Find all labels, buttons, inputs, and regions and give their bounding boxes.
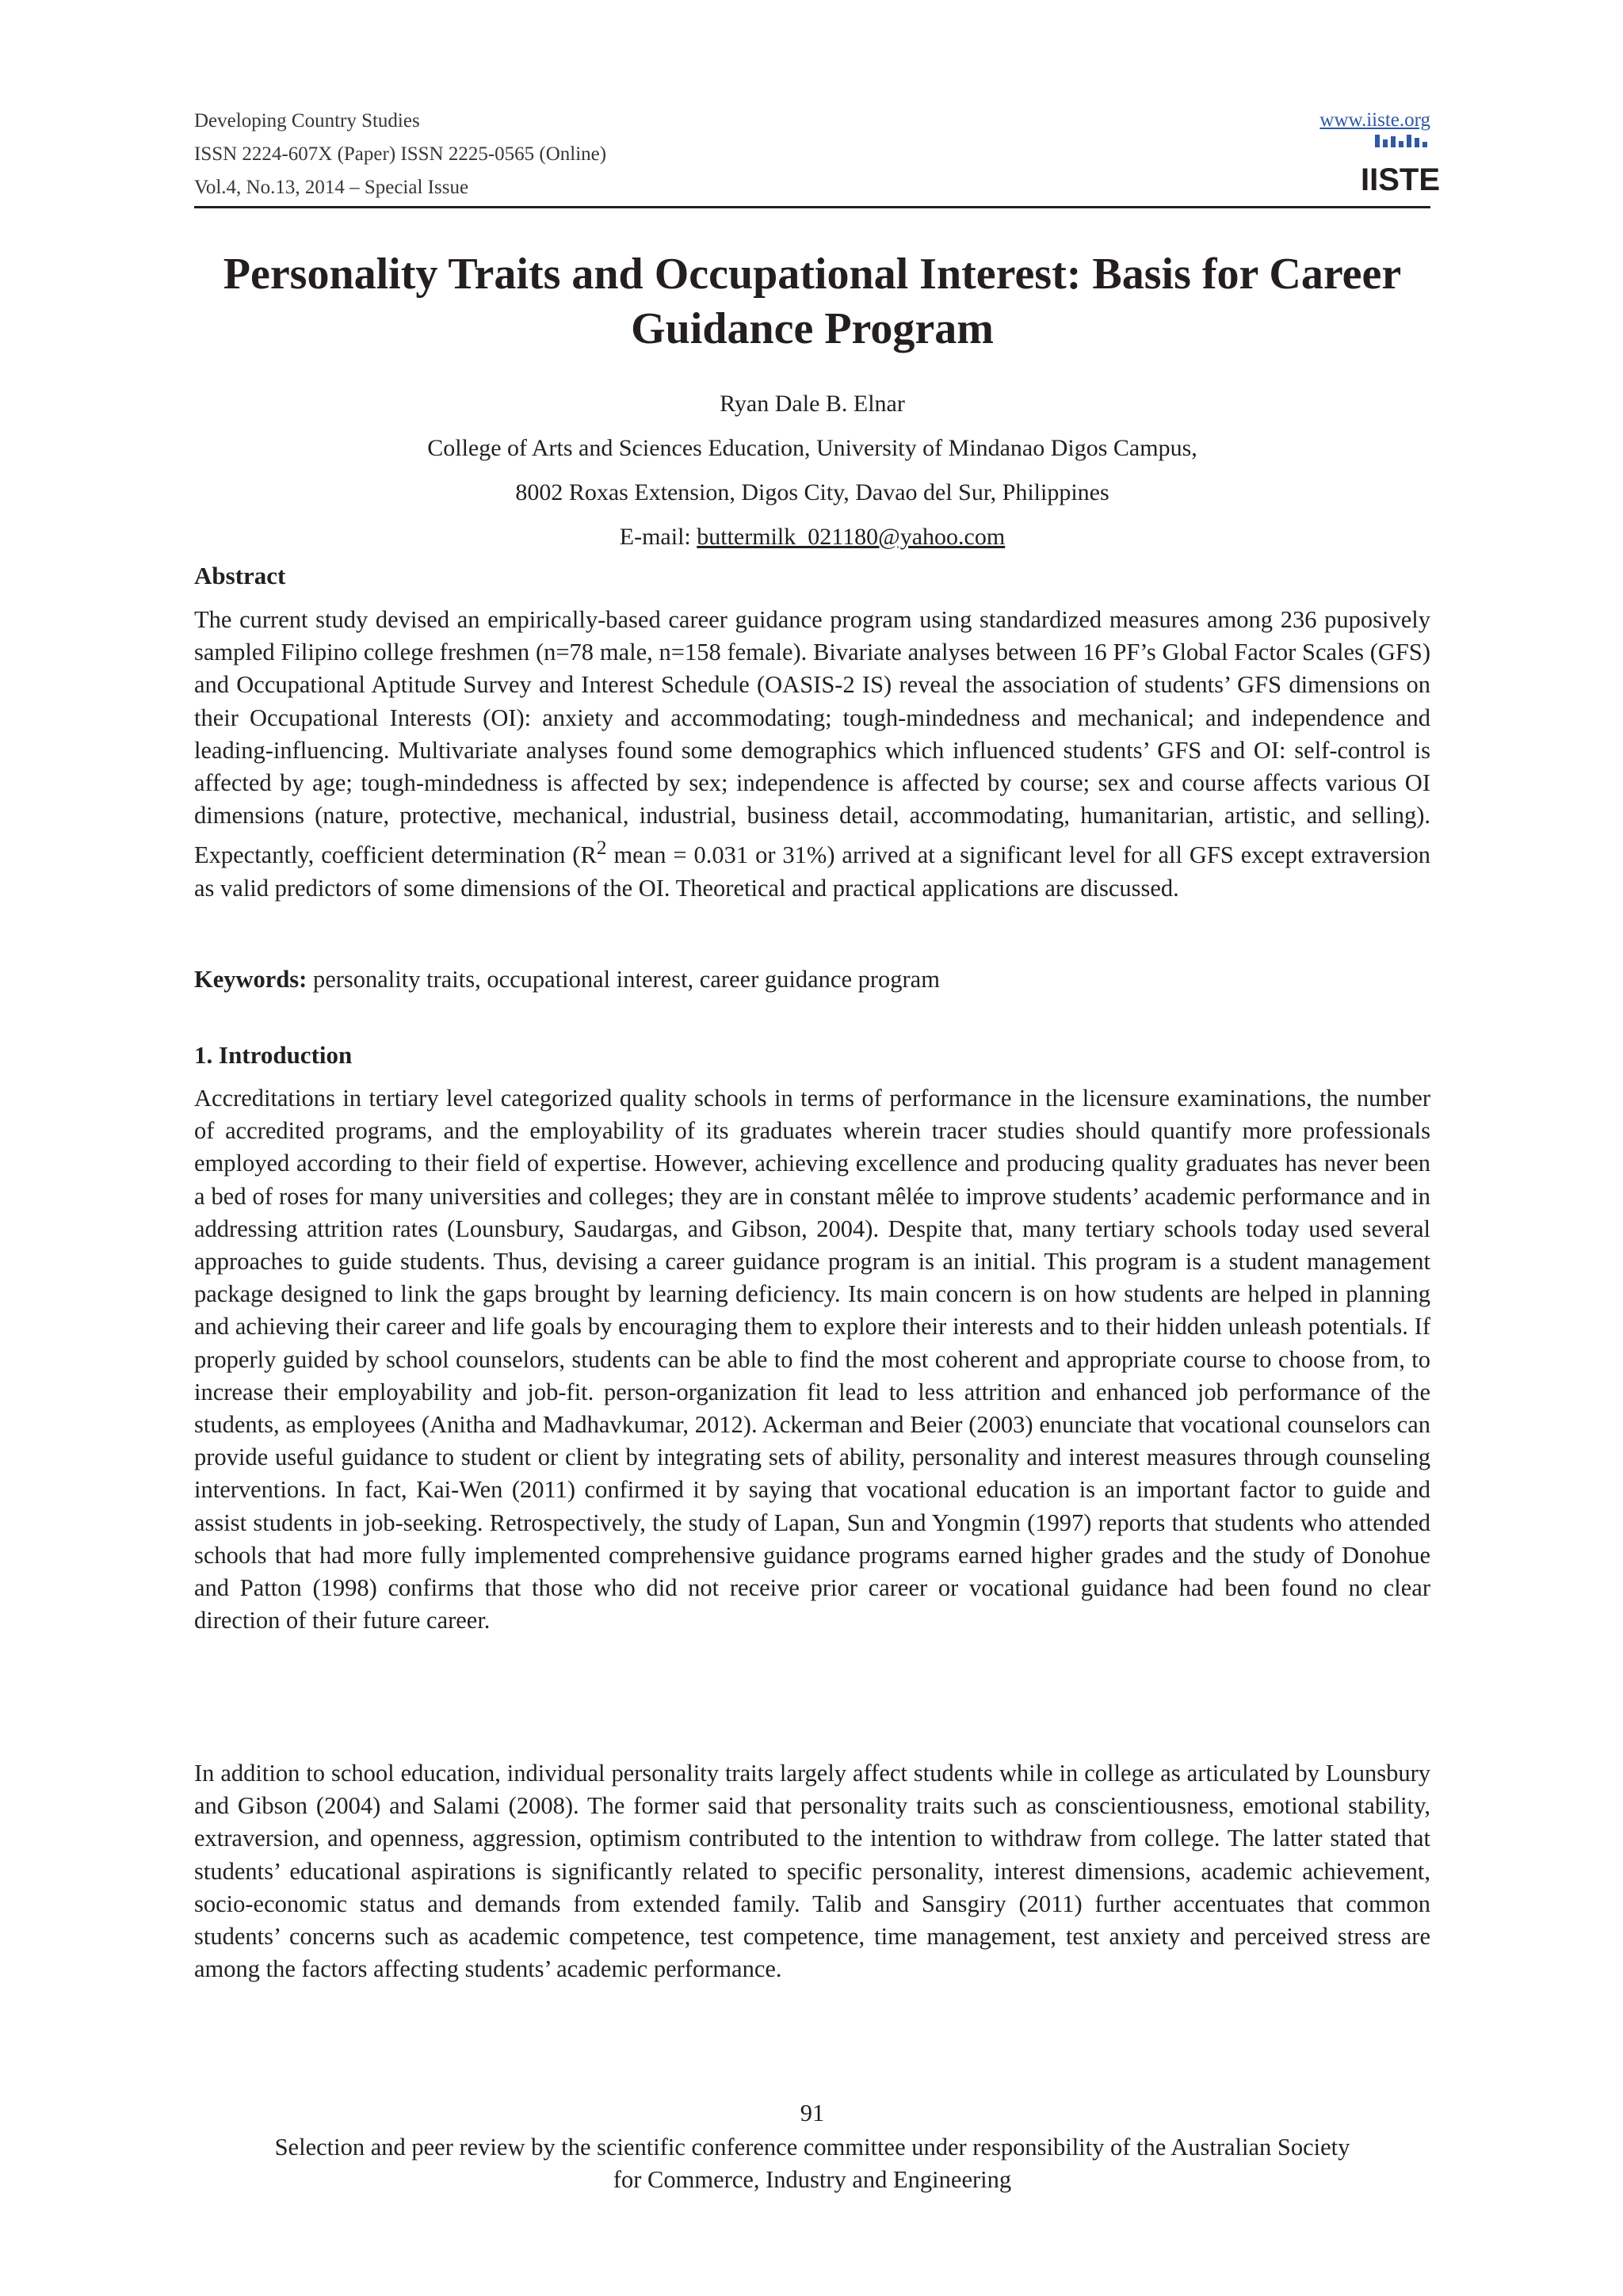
abstract-text-part1: The current study devised an empirically-based career guidance program using standardized measures among 236 puposively sampled Filipino college freshmen (n=78 male, n=158 female). Bivariate analyses between 16 PF’s Global Factor Scales (GFS) and Occupational Aptitude Survey and Interest Schedule (OASIS-2 IS) reveal the association of students’ GFS dimensions on their Occupational Interests (OI): anxiety and accommodating; tough-mindedness and mechanical; and independence and leading-influencing. Multivariate analyses found some demographics which influenced students’ GFS and OI: self-control is affected by age; tough-mindedness is affected by sex; independence is affected by course; sex and course affects various OI dimensions (nature, protective, mechanical, industrial, business detail, accommodating, humanitarian, artistic, and selling). Expectantly, coefficient determination (R — [194, 606, 1430, 869]
abstract-heading: Abstract — [194, 562, 286, 589]
iiste-logo — [1360, 135, 1441, 197]
footer-line-1: Selection and peer review by the scientific conference committee under responsibility of the Australian Society — [274, 2134, 1350, 2161]
author-email-line — [194, 515, 1430, 559]
logo-text: IISTE — [1360, 162, 1441, 197]
author-affiliation: College of Arts and Sciences Education, University of Mindanao Digos Campus, — [427, 435, 1197, 461]
introduction-paragraph-1: Accreditations in tertiary level categorized quality schools in terms of performance in the licensure examinations, the number of accredited programs, and the employability of its graduates wherein tracer studies should quantify more professionals employed according to their field of expertise. However, achieving excellence and producing quality graduates has never been a bed of roses for many universities and colleges; they are in constant mêlée to improve students’ academic performance and in addressing attrition rates (Lounsbury, Saudargas, and Gibson, 2004). Despite that, many tertiary schools today used several approaches to guide students. Thus, devising a career guidance program is an initial. This program is a student management package designed to link the gaps brought by learning deficiency. Its main concern is on how students are helped in planning and achieving their career and life goals by encouraging them to explore their interests and to their hidden unleash potentials. If properly guided by school counselors, students can be able to find the most coherent and appropriate course to choose from, to increase their employability and job-fit. person-organization fit lead to less attrition and enhanced job performance of the students, as employees (Anitha and Madhavkumar, 2012). Ackerman and Beier (2003) enunciate that vocational counselors can provide useful guidance to student or client by integrating sets of ability, personality and interest measures through counseling interventions. In fact, Kai-Wen (2011) confirmed it by saying that vocational education is an important factor to guide and assist students in job-seeking. Retrospectively, the study of Lapan, Sun and Yongmin (1997) reports that students who attended schools that had more fully implemented comprehensive guidance programs earned higher grades and the study of Donohue and Patton (1998) confirms that those who did not receive prior career or vocational guidance had been found no clear direction of their future career. — [194, 1085, 1430, 1634]
paper-title: Personality Traits and Occupational Interest: Basis for Career Guidance Program — [223, 250, 1402, 353]
issn-line: ISSN 2224-607X (Paper) ISSN 2225-0565 (Online) — [194, 143, 607, 165]
keywords-line — [194, 963, 1430, 996]
email-label: E-mail: — [619, 524, 697, 550]
email-link[interactable]: buttermilk_021180@yahoo.com — [697, 524, 1006, 550]
volume-line: Vol.4, No.13, 2014 – Special Issue — [194, 177, 469, 198]
r-squared-superscript: 2 — [596, 837, 607, 860]
page-footer — [194, 2097, 1430, 2196]
page-number: 91 — [800, 2100, 825, 2126]
author-address: 8002 Roxas Extension, Digos City, Davao del Sur, Philippines — [515, 479, 1109, 505]
journal-name: Developing Country Studies — [194, 110, 420, 132]
abstract-text-part2: mean = 0.031 or 31%) arrived at a significant level for all GFS except extraversion as valid predictors of some dimensions of the OI. Theoretical and practical applications are discussed. — [194, 841, 1430, 902]
journal-url-link[interactable]: www.iiste.org — [1319, 109, 1430, 131]
header-rule — [194, 206, 1430, 208]
introduction-heading: 1. Introduction — [194, 1041, 353, 1069]
abstract-text — [194, 604, 1430, 905]
running-header — [194, 103, 1441, 206]
footer-line-2: for Commerce, Industry and Engineering — [613, 2166, 1012, 2193]
introduction-paragraph-2: In addition to school education, individual personality traits largely affect students while in college as articulated by Lounsbury and Gibson (2004) and Salami (2008). The former said that personality traits such as conscientiousness, emotional stability, extraversion, and openness, aggression, optimism contributed to the intention to withdraw from college. The latter stated that students’ educational aspirations is significantly related to specific personality, interest dimensions, academic achievement, socio-economic status and demands from extended family. Talib and Sansgiry (2011) further accentuates that common students’ concerns such as academic competence, test competence, time management, test anxiety and perceived stress are among the factors affecting students’ academic performance. — [194, 1760, 1430, 1983]
author-name: Ryan Dale B. Elnar — [720, 391, 905, 417]
keywords-text: personality traits, occupational interest, career guidance program — [307, 966, 940, 993]
keywords-label: Keywords: — [194, 966, 307, 993]
author-block — [194, 382, 1430, 559]
